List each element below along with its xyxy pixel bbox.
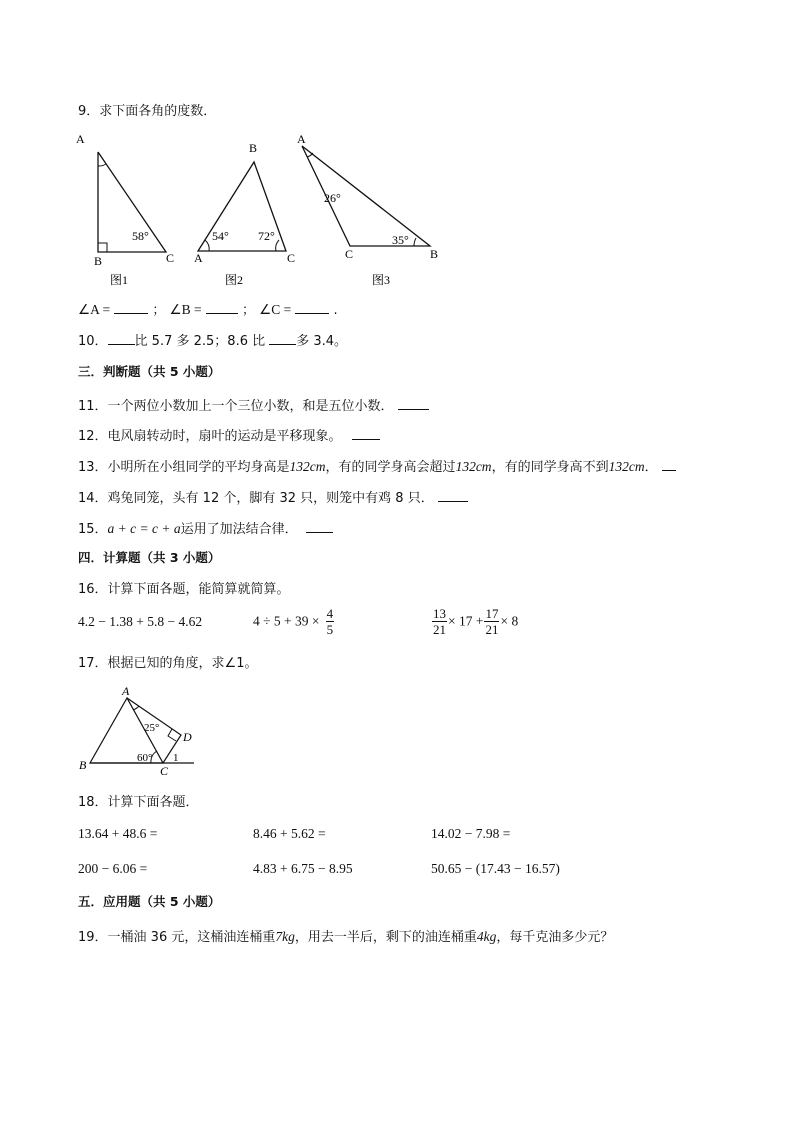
q12 xyxy=(78,427,380,445)
q14 xyxy=(78,489,468,507)
fig3-angle-b: 35° xyxy=(392,233,409,247)
q15-text: 运用了加法结合律． xyxy=(180,522,298,537)
fig1-label-c: C xyxy=(166,251,175,265)
figure-3 xyxy=(292,128,442,288)
figure-2 xyxy=(188,136,308,288)
q16-expr-2 xyxy=(253,607,335,636)
fig3-angle-a: 26° xyxy=(324,191,341,205)
q9-answer-a-label: ∠A = xyxy=(78,302,111,317)
fig3-label-b: B xyxy=(430,247,439,261)
fig1-label-b: B xyxy=(94,254,103,268)
q11 xyxy=(78,397,429,415)
q18-r1-c2: 8.46 + 5.62 = xyxy=(253,826,326,841)
q18-r2-c2: 4.83 + 6.75 − 8.95 xyxy=(253,861,353,876)
fig2-angle-c-arc xyxy=(276,240,279,251)
q19 xyxy=(78,929,613,946)
fig2-label-c: C xyxy=(287,251,296,265)
q10-mid: 比 5.7 多 2.5；8.6 比 xyxy=(134,334,266,349)
section-4-heading: 四．计算题（共 3 小题） xyxy=(78,550,221,565)
q13-part-4: ． xyxy=(644,460,658,475)
q9-end: . xyxy=(333,303,338,318)
q9-answer-c-blank[interactable] xyxy=(295,301,329,314)
fig3-label-c: C xyxy=(345,247,354,261)
q15-number: 15． xyxy=(78,522,108,537)
q14-text: 14．鸡兔同笼，头有 12 个，脚有 32 只，则笼中有鸡 8 只． xyxy=(78,491,434,506)
q17-angle-60: 60° xyxy=(137,752,153,764)
q16-expr-3-fraction-1 xyxy=(432,607,447,636)
q13 xyxy=(78,458,676,476)
q13-value-3: 132cm xyxy=(608,459,645,474)
q16-expr-3-end: × 8 xyxy=(500,613,519,629)
fig2-angle-a: 54° xyxy=(212,229,229,243)
q19-value-2: 4kg xyxy=(476,929,497,944)
q19-part-1: 19．一桶油 36 元，这桶油连桶重 xyxy=(78,930,276,945)
q12-text: 12．电风扇转动时，扇叶的运动是平移现象。 xyxy=(78,429,342,444)
q15-blank[interactable] xyxy=(306,520,333,533)
q16-expr-2-main: 4 ÷ 5 + 39 × xyxy=(253,613,320,629)
fig1-label-a: A xyxy=(76,132,85,146)
fig1-angle-a-arc xyxy=(98,164,106,166)
q17-angle-1: 1 xyxy=(173,752,179,764)
q10-blank-2[interactable] xyxy=(269,332,296,345)
q13-value-2: 132cm xyxy=(455,459,492,474)
q9-text: 9．求下面各角的度数． xyxy=(78,104,217,119)
q17-text: 17．根据已知的角度，求∠1。 xyxy=(78,656,258,671)
q13-value-1: 132cm xyxy=(289,459,326,474)
q19-part-3: ，每千克油多少元？ xyxy=(496,930,614,945)
q13-part-1: 13．小明所在小组同学的平均身高是 xyxy=(78,460,290,475)
q18-text: 18．计算下面各题． xyxy=(78,795,199,810)
q11-blank[interactable] xyxy=(398,397,429,410)
q9-sep-2: ； xyxy=(241,303,255,318)
q15-expression: a + c = c + a xyxy=(107,521,181,536)
q9-answer-c-label: ∠C = xyxy=(259,302,292,317)
q10-blank-1[interactable] xyxy=(108,332,135,345)
q18-r1-c1: 13.64 + 48.6 = xyxy=(78,826,158,841)
fig1-right-angle-mark xyxy=(98,243,107,252)
q14-blank[interactable] xyxy=(438,489,468,502)
fig2-angle-a-arc xyxy=(205,240,209,251)
q17-label-c: C xyxy=(160,764,169,776)
q12-blank[interactable] xyxy=(352,427,380,440)
section-5-heading: 五．应用题（共 5 小题） xyxy=(78,894,221,909)
q16-expr-3-middle: × 17 + xyxy=(448,613,484,629)
q16-expr-2-denominator: 5 xyxy=(326,622,334,637)
q17-label-b: B xyxy=(79,758,87,772)
q17-angle-25: 25° xyxy=(144,722,160,734)
q9-answer-b-blank[interactable] xyxy=(206,301,238,314)
fig1-angle-c: 58° xyxy=(132,229,149,243)
fig3-triangle xyxy=(302,146,430,246)
q13-part-2: ，有的同学身高会超过 xyxy=(325,460,456,475)
fig3-angle-a-arc xyxy=(307,153,313,157)
q16-expr-3-denominator-2: 21 xyxy=(485,622,499,637)
q17-label-a: A xyxy=(122,684,130,698)
q9-answers xyxy=(78,301,338,319)
q13-blank[interactable] xyxy=(662,458,676,471)
q11-text: 11．一个两位小数加上一个三位小数，和是五位小数． xyxy=(78,399,394,414)
fig3-caption: 图3 xyxy=(372,273,391,287)
q16-expr-3-fraction-2 xyxy=(484,607,499,636)
q17-figure xyxy=(74,684,204,776)
q16-expr-3-numerator-2: 17 xyxy=(485,606,499,621)
q18-r2-c1: 200 − 6.06 = xyxy=(78,861,148,876)
fig2-label-a: A xyxy=(194,251,203,265)
q10-end: 多 3.4。 xyxy=(296,334,348,349)
q16-expr-2-fraction xyxy=(326,607,335,636)
figure-1 xyxy=(70,128,190,288)
q13-part-3: ，有的同学身高不到 xyxy=(491,460,609,475)
fig2-label-b: B xyxy=(249,141,258,155)
fig2-angle-c: 72° xyxy=(258,229,275,243)
q18-r2-c3: 50.65 − (17.43 − 16.57) xyxy=(431,861,560,876)
q10 xyxy=(78,332,347,350)
q16-expr-2-numerator: 4 xyxy=(326,606,334,621)
q9-sep-1: ； xyxy=(152,303,166,318)
q10-number: 10． xyxy=(78,334,108,349)
fig3-angle-b-arc xyxy=(414,238,416,246)
q18-r1-c3: 14.02 − 7.98 = xyxy=(431,826,511,841)
q16-expr-3-denominator-1: 21 xyxy=(433,622,446,637)
q16-expr-3 xyxy=(431,607,518,636)
section-3-heading: 三．判断题（共 5 小题） xyxy=(78,364,221,379)
q9-answer-a-blank[interactable] xyxy=(114,301,148,314)
q16-expr-3-numerator-1: 13 xyxy=(433,606,446,621)
q9-answer-b-label: ∠B = xyxy=(169,302,202,317)
fig1-caption: 图1 xyxy=(110,273,129,287)
q16-expr-1: 4.2 − 1.38 + 5.8 − 4.62 xyxy=(78,614,203,629)
q19-value-1: 7kg xyxy=(275,929,295,944)
q17-label-d: D xyxy=(183,730,192,744)
q19-part-2: ，用去一半后，剩下的油连桶重 xyxy=(294,930,477,945)
fig2-caption: 图2 xyxy=(225,273,244,287)
q15 xyxy=(78,520,333,538)
q17-angle-25-arc xyxy=(133,706,139,710)
q16-text: 16．计算下面各题，能简算就简算。 xyxy=(78,582,290,597)
fig3-label-a: A xyxy=(297,132,306,146)
